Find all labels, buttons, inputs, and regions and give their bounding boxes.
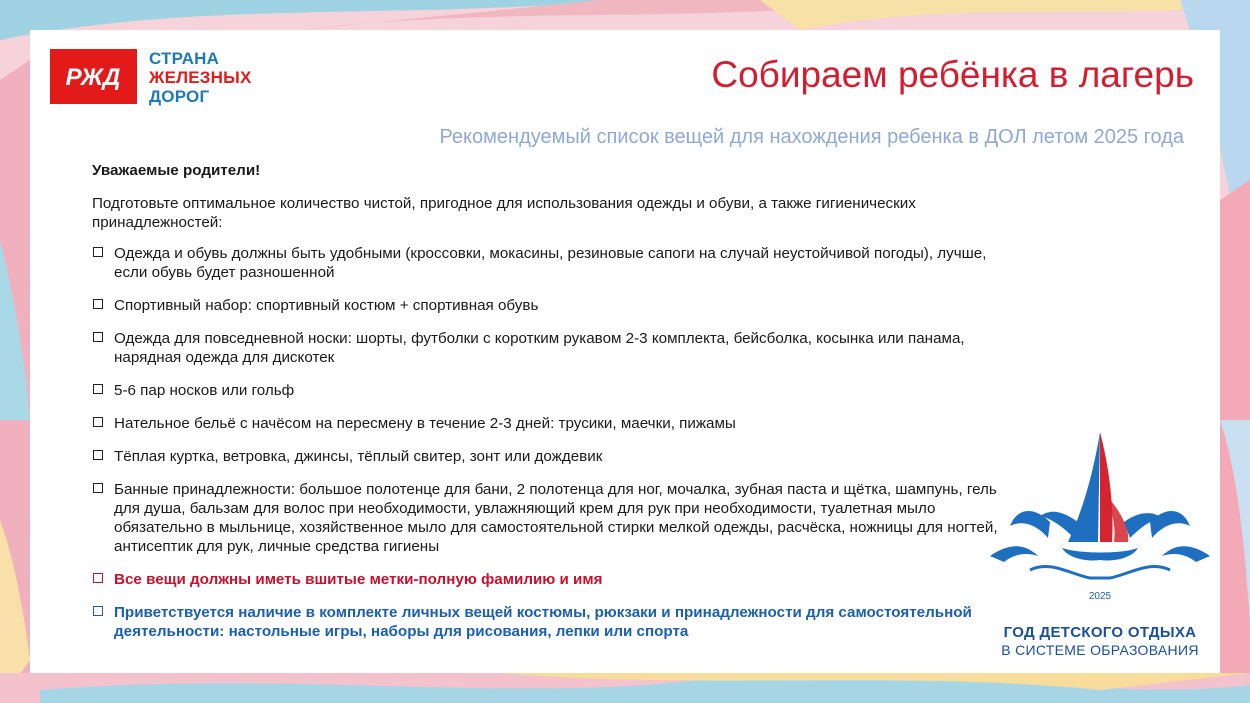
year-of-children-rest-emblem [990, 430, 1210, 658]
content-card [30, 30, 1220, 673]
greeting: Уважаемые родители! [92, 162, 261, 179]
checklist-content [92, 161, 1012, 655]
intro-text: Подготовьте оптимальное количество чистой, пригодное для использования одежды и обуви, а также гигиенических принадлежностей: [92, 195, 916, 231]
page-title: Собираем ребёнка в лагерь [711, 54, 1194, 95]
rzd-logo [50, 49, 290, 109]
list-item-text: Одежда для повседневной носки: шорты, футболки с коротким рукавом 2-3 комплекта, бейсболка, косынка или панама, нарядная одежда для дискотек [114, 330, 965, 366]
list-item [92, 329, 1012, 367]
checklist [92, 244, 1012, 641]
list-item-text: 5-6 пар носков или гольф [114, 382, 295, 399]
list-item-text: Нательное бельё с начёсом на пересмену в течение 2-3 дней: трусики, маечки, пижамы [114, 415, 736, 432]
checkbox-icon [93, 417, 103, 427]
emblem-title-line-1: ГОД ДЕТСКОГО ОТДЫХА [1003, 624, 1197, 641]
welcome-note [92, 603, 1012, 641]
list-item-text: Тёплая куртка, ветровка, джинсы, тёплый свитер, зонт или дождевик [114, 448, 603, 465]
list-item-text: Банные принадлежности: большое полотенце для бани, 2 полотенца для ног, мочалка, зубная паста и щётка, шампунь, гель для душа, бальзам для волос при необходимости, увлажняющий крем для рук при необходимости, туалетная мыло обязательно в мыльнице, хозяйственное мыло для самостоятельной стирки мелкой одежды, расчёска, ножницы для ногтей, антисептик для рук, личные средства гигиены [114, 481, 998, 555]
list-item [92, 381, 1012, 400]
checkbox-icon [93, 483, 103, 493]
note-blue-text: Приветствуется наличие в комплекте личных вещей костюмы, рюкзаки и принадлежности для самостоятельной деятельности: настольные игры, наборы для рисования, лепки или спорта [114, 604, 972, 640]
emblem-title-line-2: В СИСТЕМЕ ОБРАЗОВАНИЯ [1001, 642, 1199, 658]
svg-text:РЖД: РЖД [65, 64, 121, 91]
logo-line-2: ЖЕЛЕЗНЫХ [149, 68, 252, 87]
note-red-text: Все вещи должны иметь вшитые метки-полную фамилию и имя [114, 571, 603, 588]
list-item-text: Спортивный набор: спортивный костюм + спортивная обувь [114, 297, 539, 314]
emblem-year: 2025 [1088, 591, 1112, 602]
logo-line-1: СТРАНА [149, 49, 220, 68]
logo-line-3: ДОРОГ [149, 87, 210, 106]
checkbox-icon [93, 384, 103, 394]
page-subtitle: Рекомендуемый список вещей для нахождения ребенка в ДОЛ летом 2025 года [439, 126, 1184, 148]
checkbox-icon [93, 450, 103, 460]
list-item [92, 480, 1012, 556]
list-item-text: Одежда и обувь должны быть удобными (кроссовки, мокасины, резиновые сапоги на случай неустойчивой погоды), лучше, если обувь будет разношенной [114, 245, 987, 281]
rzd-logo-mark [50, 49, 137, 104]
checkbox-icon [93, 573, 103, 583]
checkbox-icon [93, 247, 103, 257]
checkbox-icon [93, 332, 103, 342]
list-item [92, 296, 1012, 315]
checkbox-icon [93, 606, 103, 616]
list-item [92, 447, 1012, 466]
checkbox-icon [93, 299, 103, 309]
sailboat-emblem-icon [990, 430, 1210, 610]
required-labels-note [92, 570, 1012, 589]
list-item [92, 244, 1012, 282]
list-item [92, 414, 1012, 433]
logo-wordmark [149, 49, 251, 106]
